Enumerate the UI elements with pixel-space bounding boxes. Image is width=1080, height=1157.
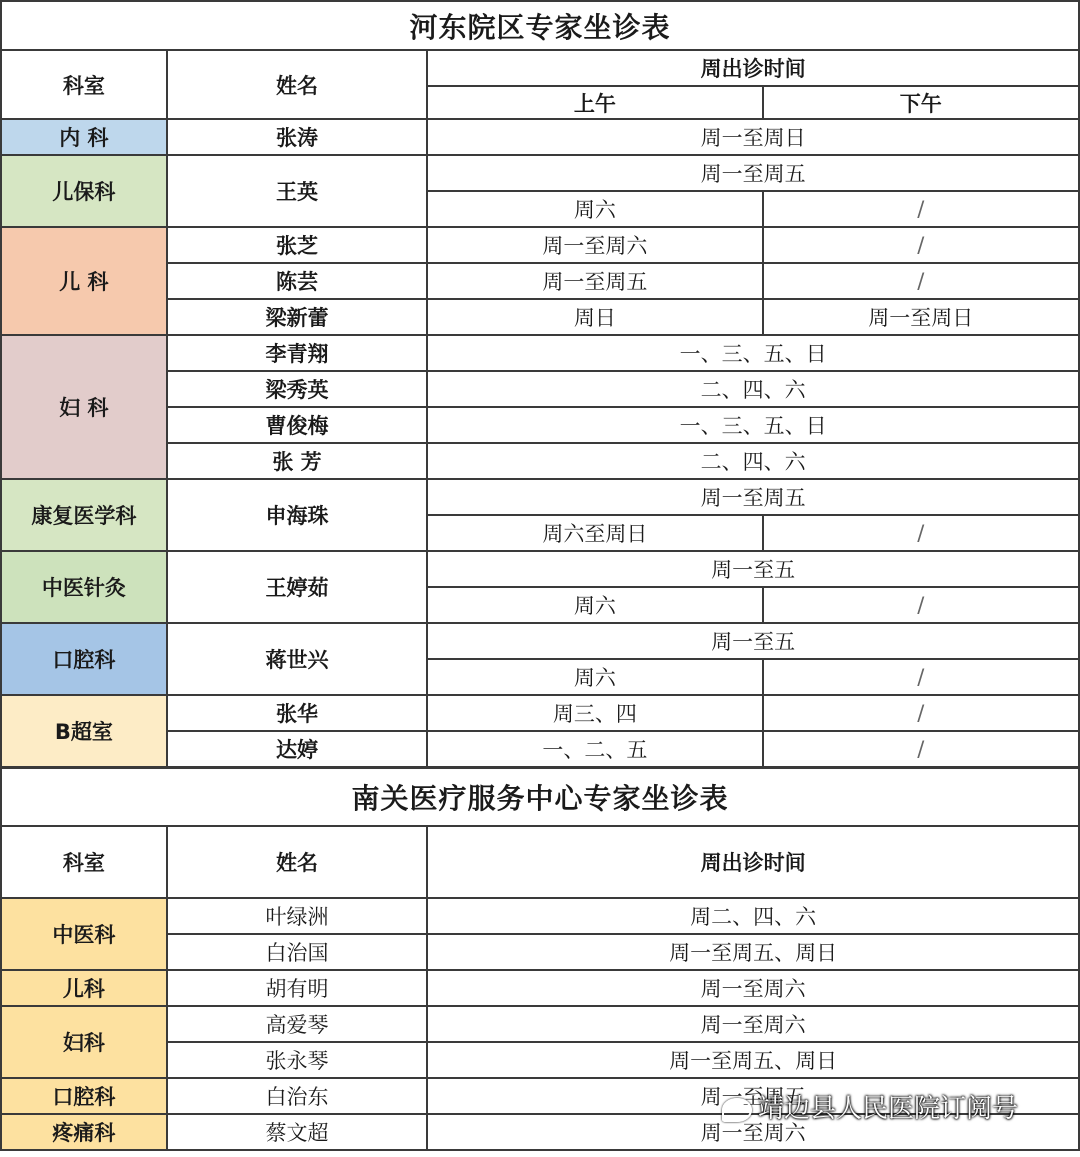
table-title: 河东院区专家坐诊表 bbox=[1, 1, 1079, 50]
watermark-text: 靖边县人民医院订阅号 bbox=[758, 1094, 1019, 1124]
doctor-name: 曹俊梅 bbox=[167, 407, 427, 443]
dept-kangfu: 康复医学科 bbox=[1, 479, 167, 551]
schedule-am: 周日 bbox=[427, 299, 762, 335]
dept-neike: 内 科 bbox=[1, 119, 167, 155]
schedule-cell: 周一至周五 bbox=[427, 1078, 1079, 1114]
schedule-am: 周六 bbox=[427, 587, 762, 623]
schedule-pm: / bbox=[763, 587, 1079, 623]
schedule-cell: 周一至五 bbox=[427, 623, 1079, 659]
doctor-name: 高爱琴 bbox=[167, 1006, 427, 1042]
schedule-cell: 周一至周六 bbox=[427, 1006, 1079, 1042]
dept-bchao: B超室 bbox=[1, 695, 167, 767]
doctor-name: 张涛 bbox=[167, 119, 427, 155]
schedule-cell: 二、四、六 bbox=[427, 371, 1079, 407]
doctor-name: 王婷茹 bbox=[167, 551, 427, 623]
doctor-name: 胡有明 bbox=[167, 970, 427, 1006]
schedule-am: 周六 bbox=[427, 191, 762, 227]
schedule-pm: / bbox=[763, 659, 1079, 695]
schedule-cell: 一、三、五、日 bbox=[427, 335, 1079, 371]
dept-kouqiang: 口腔科 bbox=[1, 1078, 167, 1114]
schedule-cell: 周二、四、六 bbox=[427, 898, 1079, 934]
dept-erbao: 儿保科 bbox=[1, 155, 167, 227]
schedule-cell: 二、四、六 bbox=[427, 443, 1079, 479]
dept-erke: 儿科 bbox=[1, 970, 167, 1006]
doctor-name: 张华 bbox=[167, 695, 427, 731]
dept-fuke: 妇科 bbox=[1, 1006, 167, 1078]
doctor-name: 李青翔 bbox=[167, 335, 427, 371]
schedule-pm: 周一至周日 bbox=[763, 299, 1079, 335]
doctor-name: 白治国 bbox=[167, 934, 427, 970]
schedule-pm: / bbox=[763, 191, 1079, 227]
schedule-cell: 周一至周五 bbox=[427, 155, 1079, 191]
schedule-am: 周六至周日 bbox=[427, 515, 762, 551]
doctor-name: 梁秀英 bbox=[167, 371, 427, 407]
doctor-name: 梁新蕾 bbox=[167, 299, 427, 335]
dept-erke: 儿 科 bbox=[1, 227, 167, 335]
schedule-cell: 周一至周五、周日 bbox=[427, 1042, 1079, 1078]
header-name: 姓名 bbox=[167, 50, 427, 119]
doctor-name: 蒋世兴 bbox=[167, 623, 427, 695]
header-time: 周出诊时间 bbox=[427, 50, 1079, 86]
header-time: 周出诊时间 bbox=[427, 826, 1079, 898]
schedule-cell: 周一至周五 bbox=[427, 479, 1079, 515]
table-title: 南关医疗服务中心专家坐诊表 bbox=[1, 768, 1079, 826]
schedule-cell: 周一至周日 bbox=[427, 119, 1079, 155]
wechat-icon bbox=[722, 1098, 752, 1122]
schedule-cell: 周一至五 bbox=[427, 551, 1079, 587]
dept-fuke: 妇 科 bbox=[1, 335, 167, 479]
doctor-name: 白治东 bbox=[167, 1078, 427, 1114]
schedule-am: 周一至周六 bbox=[427, 227, 762, 263]
schedule-pm: / bbox=[763, 515, 1079, 551]
schedule-cell: 周一至周六 bbox=[427, 970, 1079, 1006]
schedule-cell: 周一至周五、周日 bbox=[427, 934, 1079, 970]
doctor-name: 张永琴 bbox=[167, 1042, 427, 1078]
schedule-am: 周三、四 bbox=[427, 695, 762, 731]
schedule-cell: 一、三、五、日 bbox=[427, 407, 1079, 443]
doctor-name: 叶绿洲 bbox=[167, 898, 427, 934]
schedule-am: 周六 bbox=[427, 659, 762, 695]
doctor-name: 张 芳 bbox=[167, 443, 427, 479]
doctor-name: 王英 bbox=[167, 155, 427, 227]
schedule-pm: / bbox=[763, 731, 1079, 767]
dept-kouqiang: 口腔科 bbox=[1, 623, 167, 695]
schedule-am: 一、二、五 bbox=[427, 731, 762, 767]
doctor-name: 达婷 bbox=[167, 731, 427, 767]
schedule-am: 周一至周五 bbox=[427, 263, 762, 299]
doctor-name: 张芝 bbox=[167, 227, 427, 263]
doctor-name: 申海珠 bbox=[167, 479, 427, 551]
header-name: 姓名 bbox=[167, 826, 427, 898]
schedule-cell: 周一至周六 bbox=[427, 1114, 1079, 1150]
dept-zhongyi: 中医科 bbox=[1, 898, 167, 970]
dept-zhongyi-acupuncture: 中医针灸 bbox=[1, 551, 167, 623]
schedule-pm: / bbox=[763, 227, 1079, 263]
watermark bbox=[722, 1088, 1018, 1125]
schedule-pm: / bbox=[763, 695, 1079, 731]
header-am: 上午 bbox=[427, 86, 762, 119]
doctor-name: 陈芸 bbox=[167, 263, 427, 299]
schedule-pm: / bbox=[763, 263, 1079, 299]
header-dept: 科室 bbox=[1, 826, 167, 898]
header-dept: 科室 bbox=[1, 50, 167, 119]
header-pm: 下午 bbox=[763, 86, 1079, 119]
doctor-name: 蔡文超 bbox=[167, 1114, 427, 1150]
dept-tengtong: 疼痛科 bbox=[1, 1114, 167, 1150]
